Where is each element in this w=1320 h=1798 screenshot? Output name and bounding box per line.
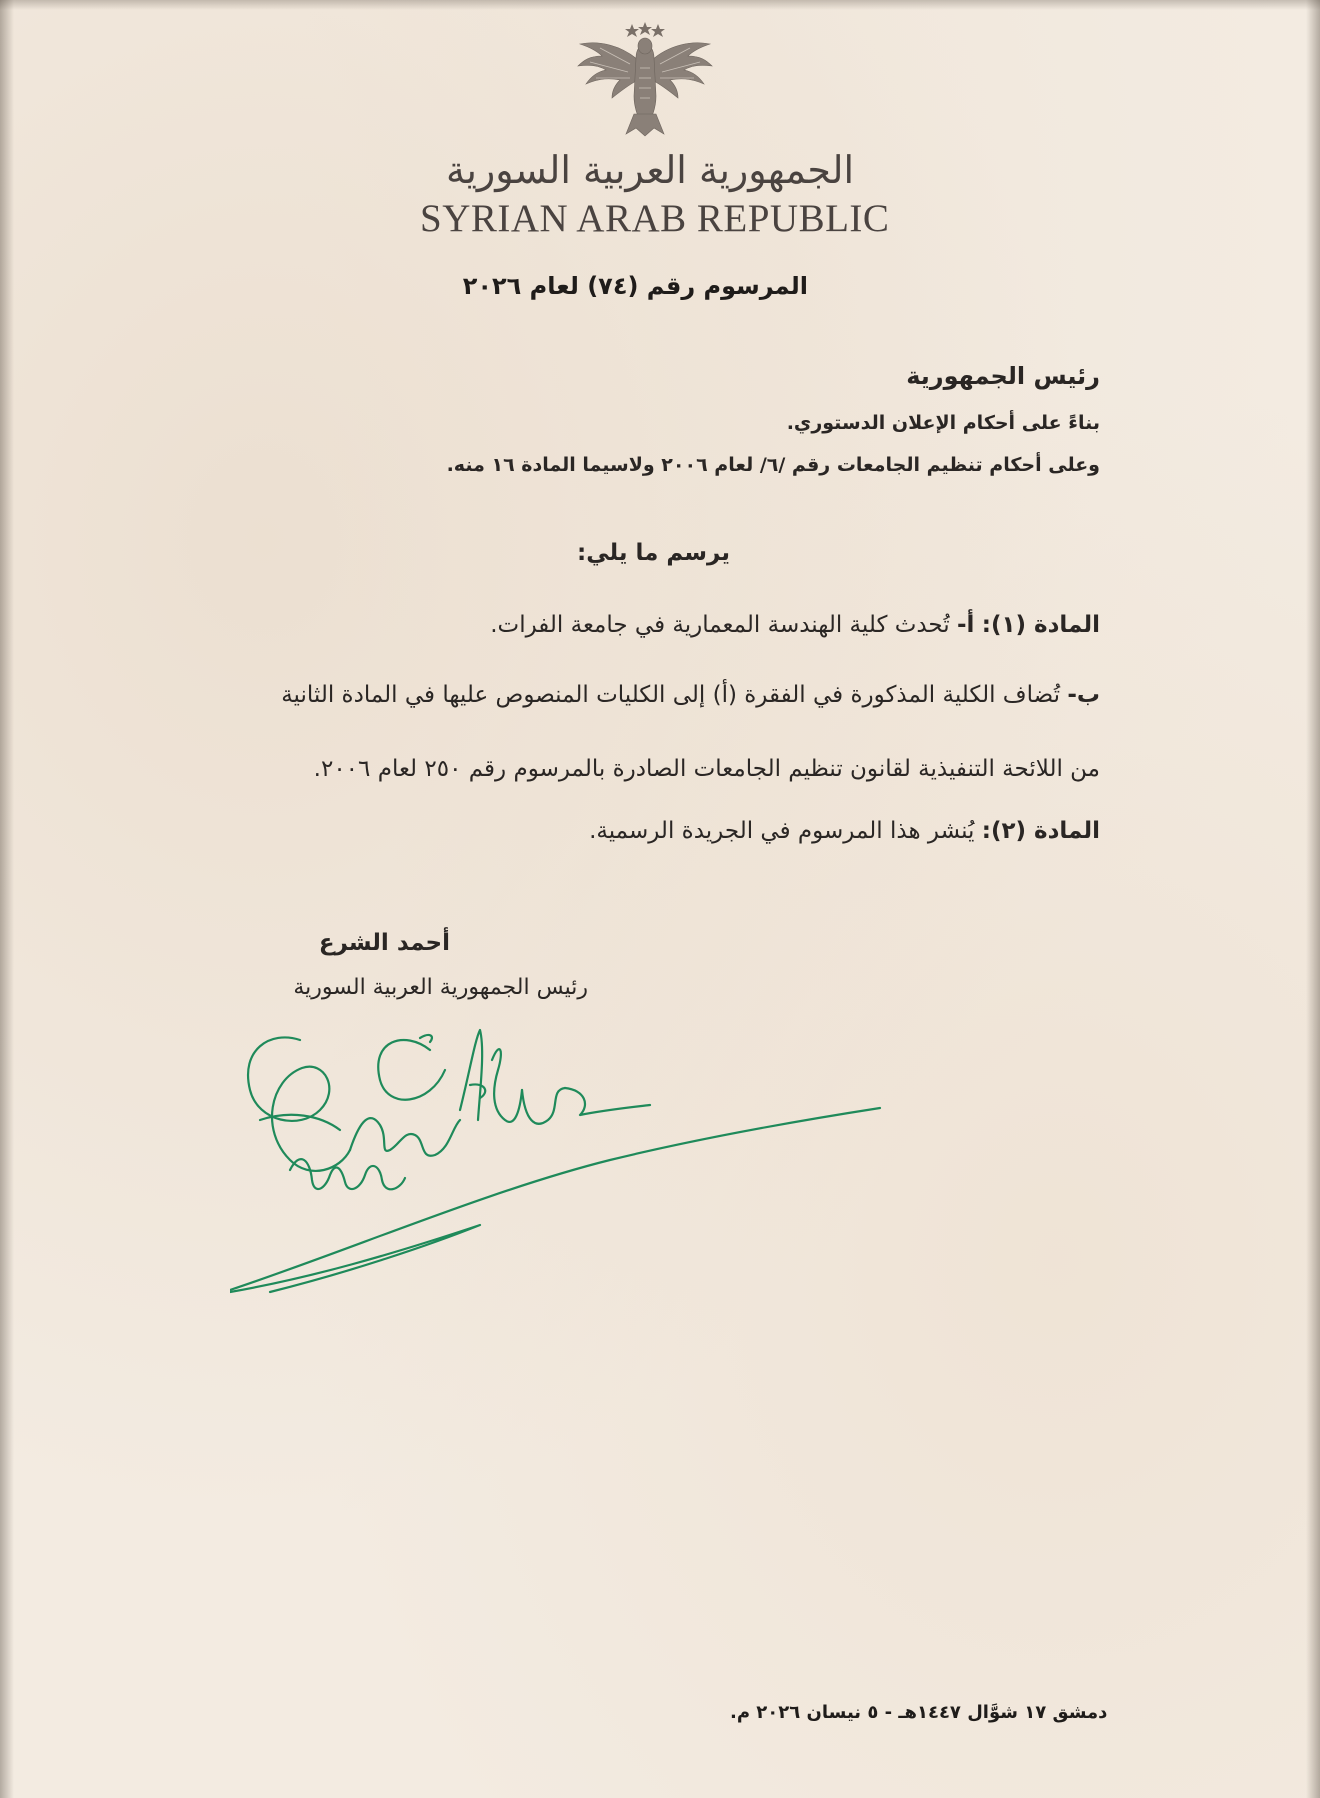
issuer-heading: رئيس الجمهورية (906, 362, 1100, 390)
article-1b-marker: ب- (1067, 682, 1100, 708)
article-2 (589, 818, 1100, 844)
issue-date: دمشق ١٧ شوَّال ١٤٤٧هـ - ٥ نيسان ٢٠٢٦ م. (730, 1702, 1108, 1723)
legal-basis-1: بناءً على أحكام الإعلان الدستوري. (786, 412, 1100, 434)
article-1-label: المادة (١): (981, 612, 1100, 638)
page-edge-left (0, 0, 14, 1798)
article-1a-text: تُحدث كلية الهندسة المعمارية في جامعة الفرات. (490, 612, 950, 638)
state-name-english: SYRIAN ARAB REPUBLIC (420, 197, 890, 240)
decree-title: المرسوم رقم (٧٤) لعام ٢٠٢٦ (462, 272, 808, 300)
article-1b-text: تُضاف الكلية المذكورة في الفقرة (أ) إلى الكليات المنصوص عليها في المادة الثانية (281, 682, 1061, 708)
article-2-label: المادة (٢): (981, 818, 1100, 844)
signer-name: أحمد الشرع (318, 930, 450, 956)
signer-title: رئيس الجمهورية العربية السورية (293, 975, 588, 1000)
eagle-emblem-icon (570, 18, 720, 138)
article-1a (490, 612, 1100, 638)
page-edge-top (0, 0, 1320, 10)
state-name-arabic: الجمهورية العربية السورية (445, 148, 855, 192)
page-edge-right (1306, 0, 1320, 1798)
legal-basis-2: وعلى أحكام تنظيم الجامعات رقم /٦/ لعام ٢٠٠٦ ولاسيما المادة ١٦ منه. (446, 454, 1100, 476)
decrees-heading: يرسم ما يلي: (577, 540, 730, 566)
article-2-text: يُنشر هذا المرسوم في الجريدة الرسمية. (589, 818, 975, 844)
article-1b (281, 682, 1100, 708)
article-1a-marker: أ- (957, 612, 975, 638)
article-1b-continuation: من اللائحة التنفيذية لقانون تنظيم الجامعات الصادرة بالمرسوم رقم ٢٥٠ لعام ٢٠٠٦. (313, 756, 1100, 782)
handwritten-signature (230, 1010, 890, 1310)
